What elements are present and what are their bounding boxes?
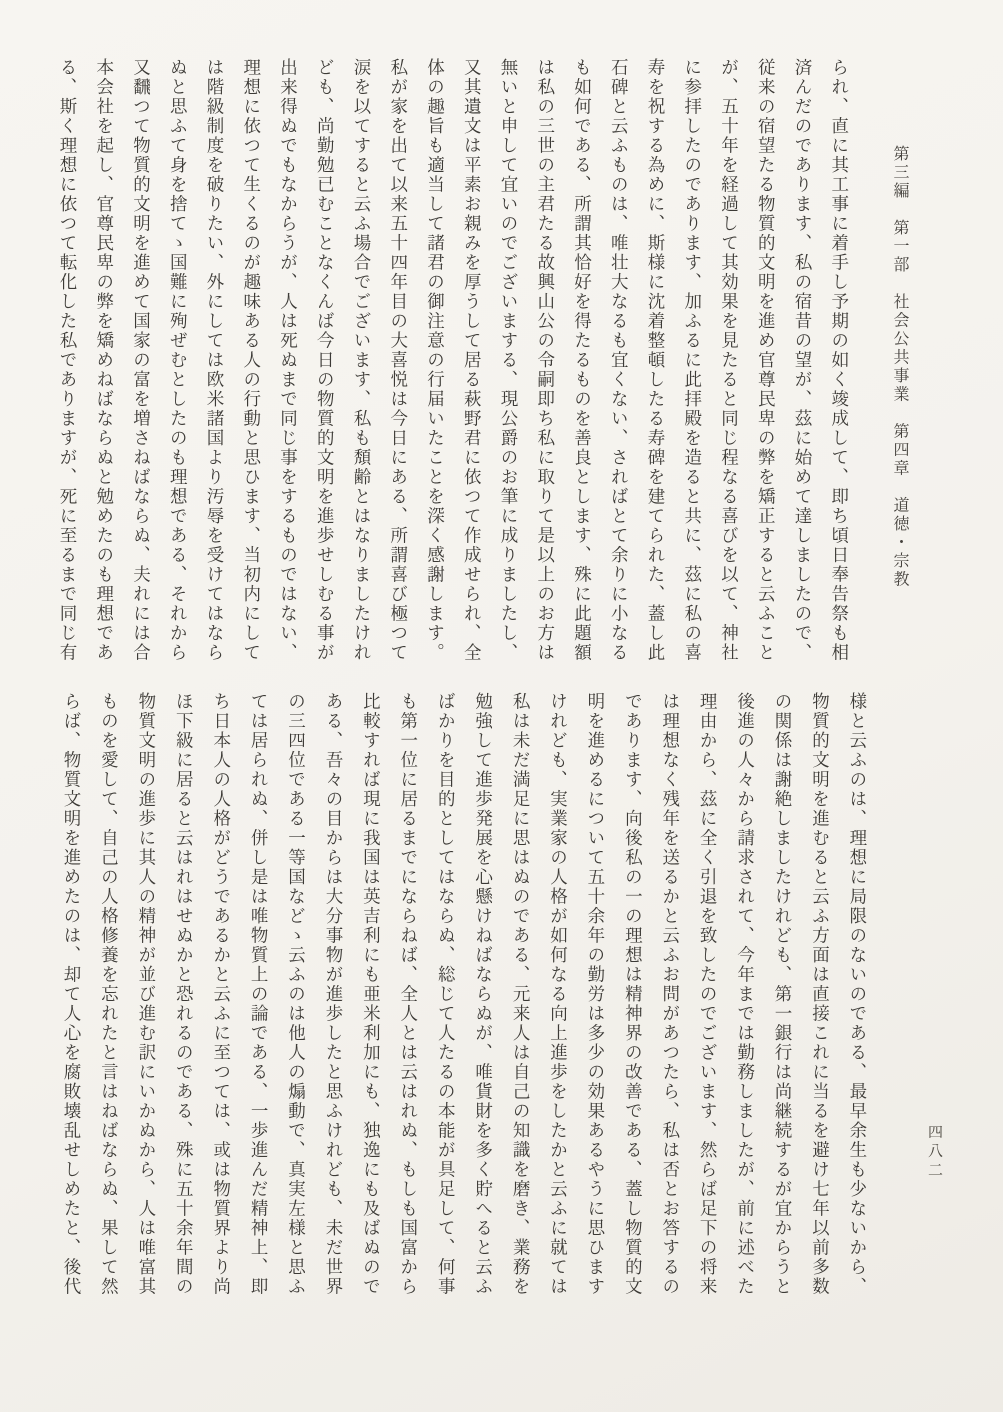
text-column: は階級制度を破りたい、外にしては欧米諸国より汚辱を受けてはなら (205, 58, 225, 663)
text-column: 寿を祝する為めに、斯様に沈着整頓したる寿碑を建てられた、蓋し此 (646, 58, 666, 663)
page-number: 四八二 (926, 1124, 942, 1181)
text-column: ども、尚勤勉已むことなくんば今日の物質的文明を進歩せしむる事が (315, 58, 336, 663)
text-column: ものを愛して、自己の人格修養を忘れたと言はねばならぬ、果して然 (99, 692, 120, 1297)
text-column: 理想に依つて生くるのが趣味ある人の行動と思ひます、当初内にして (241, 58, 262, 663)
text-column: の関係は謝絶しましたけれども、第一銀行は尚継続するが宜からうと (773, 692, 794, 1297)
text-column: 様と云ふのは、理想に局限のないのである、最早余生も少ないから、 (847, 692, 868, 1297)
text-column: 涙を以てすると云ふ場合でございます、私も頽齢とはなりましたけれ (352, 58, 372, 663)
text-column: 理由から、茲に全く引退を致したのでございます、然らば足下の将来 (698, 692, 719, 1297)
text-column: も第一位に居るまでにならねば、全人とは云はれぬ、もしも国富から (398, 692, 419, 1297)
running-header: 第三編 第一部 社会公共事業 第四章 道徳・宗教 (891, 145, 908, 589)
text-column: 本会社を起し、官尊民卑の弊を矯めねばならぬと勉めたのも理想であ (94, 58, 115, 663)
text-column: られ、直に其工事に着手し予期の如く竣成して、即ち頃日奉告祭も相 (829, 58, 850, 663)
text-column: 又其遺文は平素お親みを厚うして居る萩野君に依つて作成せられ、全 (462, 58, 483, 663)
text-column: 私が家を出て以来五十四年目の大喜悦は今日にある、所謂喜び極つて (388, 58, 409, 663)
text-column: は理想なく残年を送るかと云ふお問があつたら、私は否とお答するの (660, 692, 681, 1297)
text-column: に参拝したのであります、加ふるに此拝殿を造ると共に、茲に私の喜 (682, 58, 703, 663)
text-column: ては居られぬ、併し是は唯物質上の論である、一歩進んだ精神上、即 (249, 692, 270, 1297)
text-column: が、五十年を経過して其効果を見たると同じ程なる喜びを以て、神社 (719, 58, 740, 663)
text-column: 従来の宿望たる物質的文明を進め官尊民卑の弊を矯正すると云ふこと (756, 58, 777, 663)
text-column: 明を進めるについて五十余年の勤労は多少の効果あるやうに思ひます (585, 692, 606, 1297)
text-column: 比較すれば現に我国は英吉利にも亜米利加にも、独逸にも及ばぬので (361, 692, 382, 1297)
text-column: は私の三世の主君たる故興山公の令嗣即ち私に取りて是以上のお方は (535, 58, 556, 663)
text-column: 物質的文明を進むると云ふ方面は直接これに当るを避け七年以前多数 (810, 692, 831, 1297)
upper-text-block (58, 58, 850, 668)
text-column: 又飜つて物質的文明を進めて国家の富を増さねばならぬ、夫れには合 (131, 58, 152, 663)
text-column: も如何である、所謂其恰好を得たるものを善良とします、殊に此題額 (572, 58, 593, 663)
text-column: ある、吾々の目からは大分事物が進歩したと思ふけれども、未だ世界 (323, 692, 344, 1297)
text-column: の三四位である一等国などゝ云ふのは他人の煽動で、真実左様と思ふ (286, 692, 307, 1297)
text-column: 体の趣旨も適当して諸君の御注意の行届いたことを深く感謝します。 (425, 58, 446, 663)
text-column: ばかりを目的としてはならぬ、総じて人たるの本能が具足して、何事 (436, 692, 457, 1297)
text-column: 私は未だ満足に思はぬのである、元来人は自己の知識を磨き、業務を (511, 692, 532, 1297)
text-column: ぬと思ふて身を捨てゝ国難に殉ぜむとしたのも理想である、それから (168, 58, 189, 663)
lower-text-block (62, 692, 868, 1306)
text-column: 石碑と云ふものは、唯壮大なるも宜くない、さればとて余りに小なる (609, 58, 630, 663)
text-column: 出来得ぬでもなからうが、人は死ぬまで同じ事をするものではない、 (278, 58, 299, 663)
text-column: ほ下級に居ると云はれはせぬかと恐れるのである、殊に五十余年間の (174, 692, 195, 1297)
text-column: 無いと申して宜いのでございまする、現公爵のお筆に成りましたし、 (499, 58, 519, 663)
text-column: であります、向後私の一の理想は精神界の改善である、蓋し物質的文 (623, 692, 644, 1297)
text-column: 後進の人々から請求されて、今年までは勤務しましたが、前に述べた (735, 692, 756, 1297)
text-column: 済んだのであります、私の宿昔の望が、茲に始めて達しましたので、 (793, 58, 813, 663)
text-column: らば、物質文明を進めたのは、却て人心を腐敗壊乱せしめたと、後代 (62, 692, 82, 1297)
text-column: ち日本人の人格がどうであるかと云ふに至つては、或は物質界より尚 (211, 692, 232, 1297)
text-column: 勉強して進歩発展を心懸けねばならぬが、唯貨財を多く貯へると云ふ (473, 692, 494, 1297)
text-column: 物質文明の進歩に其人の精神が並び進む訳にいかぬから、人は唯富其 (136, 692, 157, 1297)
text-column: る、斯く理想に依つて転化した私でありますが、死に至るまで同じ有 (58, 58, 78, 663)
text-column: けれども、実業家の人格が如何なる向上進歩をしたかと云ふに就ては (548, 692, 569, 1297)
